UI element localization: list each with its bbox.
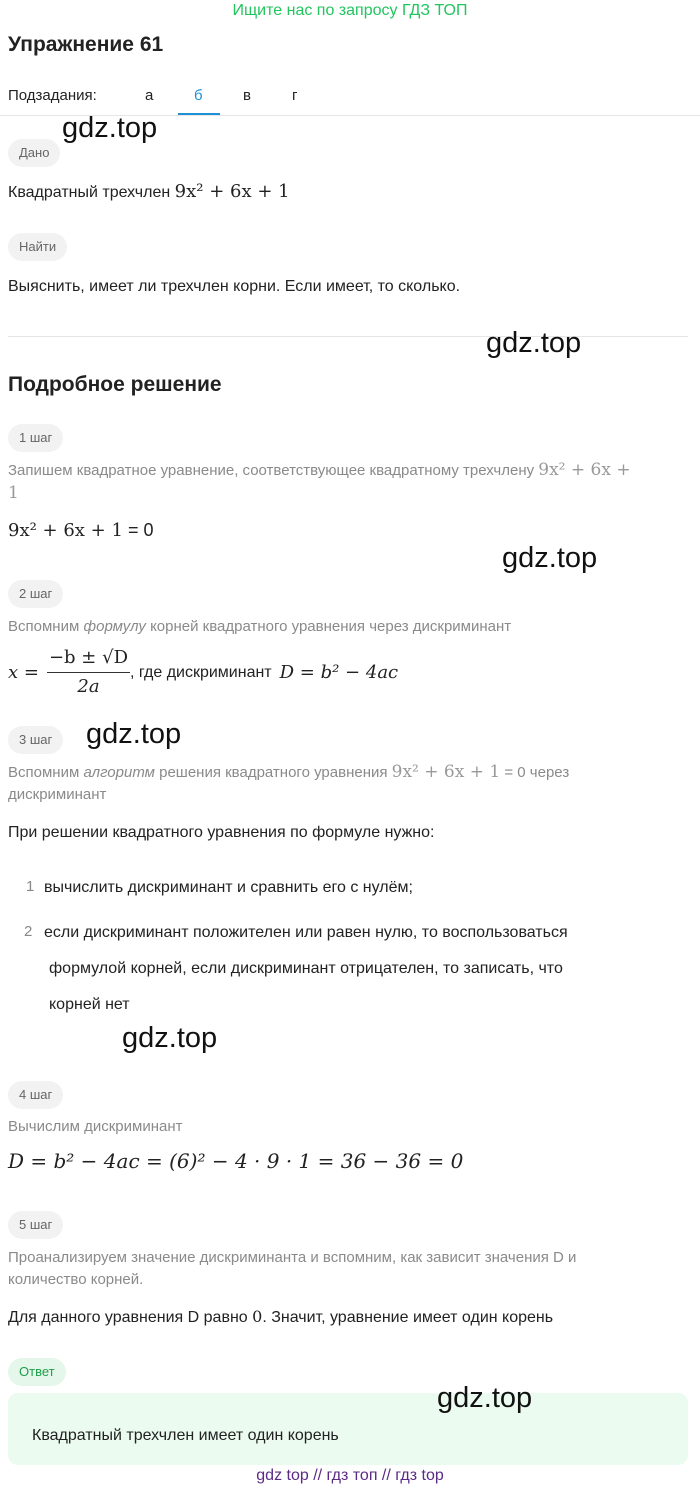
- root-fraction: [47, 646, 130, 699]
- step-5-note-line2: количество корней.: [8, 1271, 144, 1288]
- list-number: 2: [24, 923, 33, 940]
- answer-badge: Ответ: [8, 1358, 66, 1386]
- step-4-badge: 4 шаг: [8, 1081, 63, 1109]
- step-5-value: 0: [252, 1307, 263, 1326]
- page-title: Упражнение 61: [8, 33, 164, 56]
- watermark: gdz.top: [62, 112, 158, 144]
- step-5-badge: 5 шаг: [8, 1211, 63, 1239]
- step-3-note-prefix: Вспомним: [8, 764, 80, 781]
- step-2-formula: [8, 646, 398, 699]
- step-5-text: [8, 1305, 553, 1330]
- list-number: 1: [26, 878, 35, 895]
- step-1-note-text: Запишем квадратное уравнение, соответствующее квадратному трехчлену: [8, 462, 535, 479]
- step-5-text-prefix: Для данного уравнения D равно: [8, 1309, 248, 1326]
- step-1-note-expr: 9x² + 6x +: [538, 460, 631, 480]
- list-item-cont: формулой корней, если дискриминант отрицателен, то записать, что: [49, 960, 563, 977]
- step-3-note-mid: решения квадратного уравнения: [159, 764, 388, 781]
- step-5-text-suffix: . Значит, уравнение имеет один корень: [262, 1309, 554, 1326]
- step-1-equation-lhs: 9x² + 6x + 1: [8, 520, 123, 541]
- answer-text: Квадратный трехчлен имеет один корень: [32, 1427, 339, 1444]
- search-banner: Ищите нас по запросу ГДЗ ТОП: [232, 2, 468, 19]
- root-x-eq: x =: [8, 661, 39, 683]
- given-label: Квадратный трехчлен: [8, 184, 171, 201]
- step-3-text: При решении квадратного уравнения по формуле нужно:: [8, 824, 435, 841]
- step-3-note-expr: 9x² + 6x + 1: [391, 762, 501, 782]
- find-badge: Найти: [8, 233, 67, 261]
- step-1-note: [8, 459, 692, 505]
- step-3-badge: 3 шаг: [8, 726, 63, 754]
- given-badge: Дано: [8, 139, 60, 167]
- step-3-note-line2: дискриминант: [8, 786, 107, 803]
- tab-a[interactable]: а: [145, 87, 154, 104]
- discriminant-calc: D = b² − 4ac = (6)² − 4 · 9 · 1 = 36 − 36 = 0: [8, 1149, 464, 1173]
- step-4-note: Вычислим дискриминант: [8, 1118, 183, 1135]
- tab-v[interactable]: в: [243, 87, 251, 104]
- step-1-equation-rhs: = 0: [127, 520, 154, 540]
- footer-links[interactable]: gdz top // гдз топ // гдз top: [256, 1467, 444, 1484]
- step-5-note-line1: Проанализируем значение дискриминанта и вспомним, как зависит значения D и: [8, 1249, 577, 1266]
- list-item: вычислить дискриминант и сравнить его с нулём;: [44, 879, 413, 896]
- root-numerator: −b ± √D: [47, 646, 130, 673]
- solution-title: Подробное решение: [8, 373, 222, 396]
- step-2-badge: 2 шаг: [8, 580, 63, 608]
- discriminant-formula: D = b² − 4ac: [279, 661, 399, 683]
- step-2-note-emphasis: формулу: [83, 618, 146, 635]
- step-1-equation: [8, 518, 153, 543]
- subtasks-label: Подзадания:: [8, 87, 97, 104]
- tab-b[interactable]: б: [194, 87, 203, 104]
- watermark: gdz.top: [437, 1382, 533, 1414]
- tab-g[interactable]: г: [292, 87, 298, 104]
- given-text: [8, 180, 290, 205]
- step-1-badge: 1 шаг: [8, 424, 63, 452]
- step-1-note-expr-cont: 1: [8, 483, 19, 503]
- step-3-note-emphasis: алгоритм: [83, 764, 155, 781]
- watermark: gdz.top: [486, 327, 582, 359]
- step-3-note: [8, 761, 692, 806]
- list-item-cont: корней нет: [49, 996, 130, 1013]
- watermark: gdz.top: [86, 718, 182, 750]
- given-expr: 9x² + 6x + 1: [174, 181, 290, 202]
- step-2-mid-text: , где дискриминант: [130, 663, 272, 681]
- watermark: gdz.top: [502, 542, 598, 574]
- step-2-note-prefix: Вспомним: [8, 618, 80, 635]
- find-text: Выяснить, имеет ли трехчлен корни. Если имеет, то сколько.: [8, 278, 461, 295]
- root-denominator: 2a: [77, 676, 100, 697]
- step-3-note-eq: = 0 через: [504, 764, 570, 781]
- list-item: если дискриминант положителен или равен нулю, то воспользоваться: [44, 924, 568, 941]
- step-2-note: [8, 616, 511, 638]
- section-divider: [8, 336, 688, 337]
- step-2-note-suffix: корней квадратного уравнения через дискриминант: [150, 618, 512, 635]
- watermark: gdz.top: [122, 1022, 218, 1054]
